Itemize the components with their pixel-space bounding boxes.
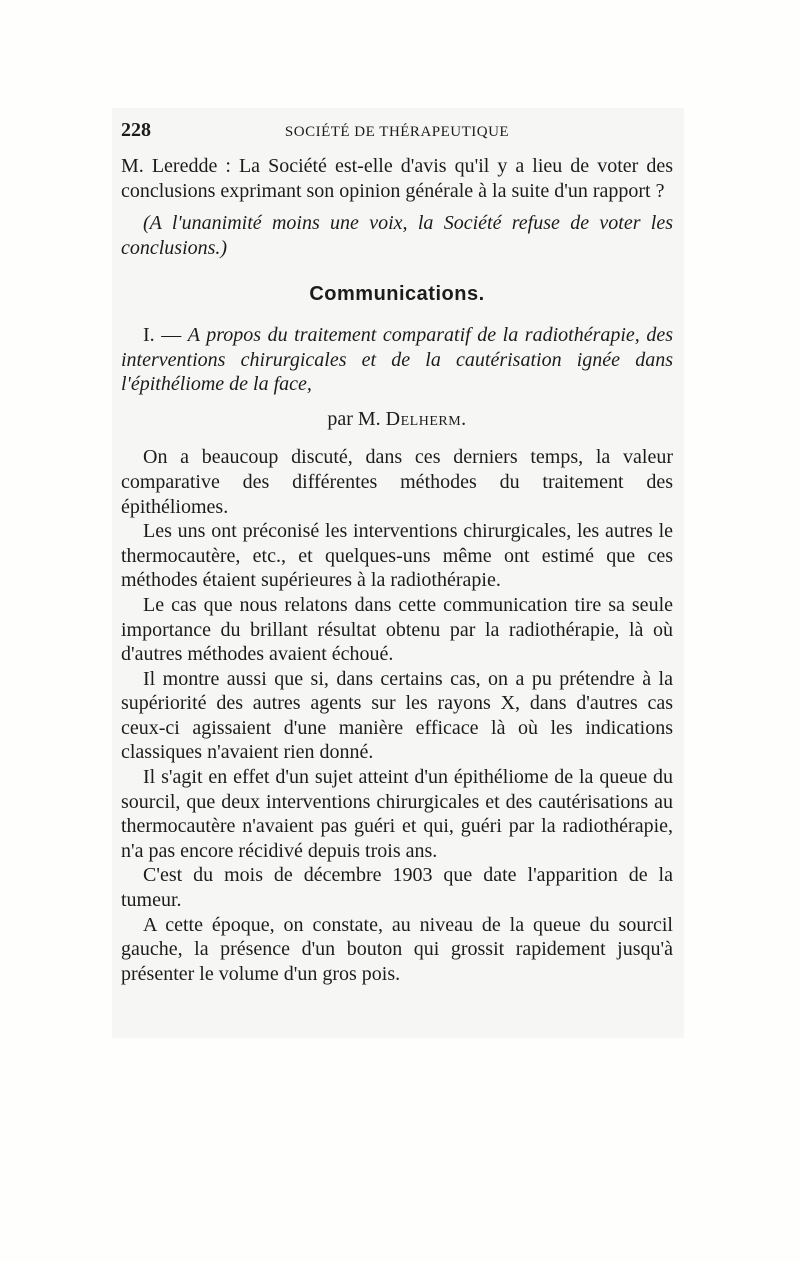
page-content <box>121 118 673 986</box>
communication-heading <box>121 323 673 397</box>
page-number: 228 <box>121 119 151 141</box>
body-paragraph: On a beaucoup discuté, dans ces derniers temps, la valeur comparative des différentes méthodes du traitement des épithéliomes. <box>121 446 673 518</box>
body-paragraph: Le cas que nous relatons dans cette communication tire sa seule importance du brillant résultat obtenu par la radiothérapie, là où d'autres méthodes avaient échoué. <box>121 593 673 666</box>
author-line <box>121 407 673 432</box>
body-paragraph: Les uns ont préconisé les interventions chirurgicales, les autres le thermocautère, etc., et quelques-uns même ont estimé que ces méthodes étaient supérieures à la radiothérapie. <box>121 520 673 592</box>
body-paragraph: Il montre aussi que si, dans certains cas, on a pu prétendre à la supériorité des autres agents sur les rayons X, dans d'autres cas ceux-ci agissaient d'une manière efficace là où les indications classiques n'avaient rien donné. <box>121 667 673 764</box>
body-paragraph: Il s'agit en effet d'un sujet atteint d'un épithéliome de la queue du sourcil, que deux interventions chirurgicales et des cautérisations au thermocautère n'avaient pas guéri et qui, guéri par la radiothérapie, n'a pas encore récidivé depuis trois ans. <box>121 766 673 862</box>
communication-number: I. <box>143 323 155 346</box>
question-paragraph: M. Leredde : La Société est-elle d'avis qu'il y a lieu de voter des conclusions exprimant son opinion générale à la suite d'un rapport ? <box>121 155 673 202</box>
communication-dash: — <box>161 323 182 346</box>
running-head: SOCIÉTÉ DE THÉRAPEUTIQUE <box>284 124 510 140</box>
communication-title: A propos du traitement comparatif de la radiothérapie, des interventions chirurgicales et de la cautérisation ignée dans l'épithéliome de la face, <box>121 323 674 396</box>
section-title: Communications. <box>309 283 485 306</box>
vote-result: (A l'unanimité moins une voix, la Société refuse de voter les conclusions.) <box>121 212 673 259</box>
page-header <box>121 118 673 142</box>
body-paragraph: A cette époque, on constate, au niveau de la queue du sourcil gauche, la présence d'un bouton qui grossit rapidement jusqu'à présenter le volume d'un gros pois. <box>121 913 673 985</box>
author-prefix: par M. <box>327 407 381 430</box>
author-surname: Delherm. <box>385 407 467 430</box>
body-paragraph: C'est du mois de décembre 1903 que date l'apparition de la tumeur. <box>121 864 673 912</box>
